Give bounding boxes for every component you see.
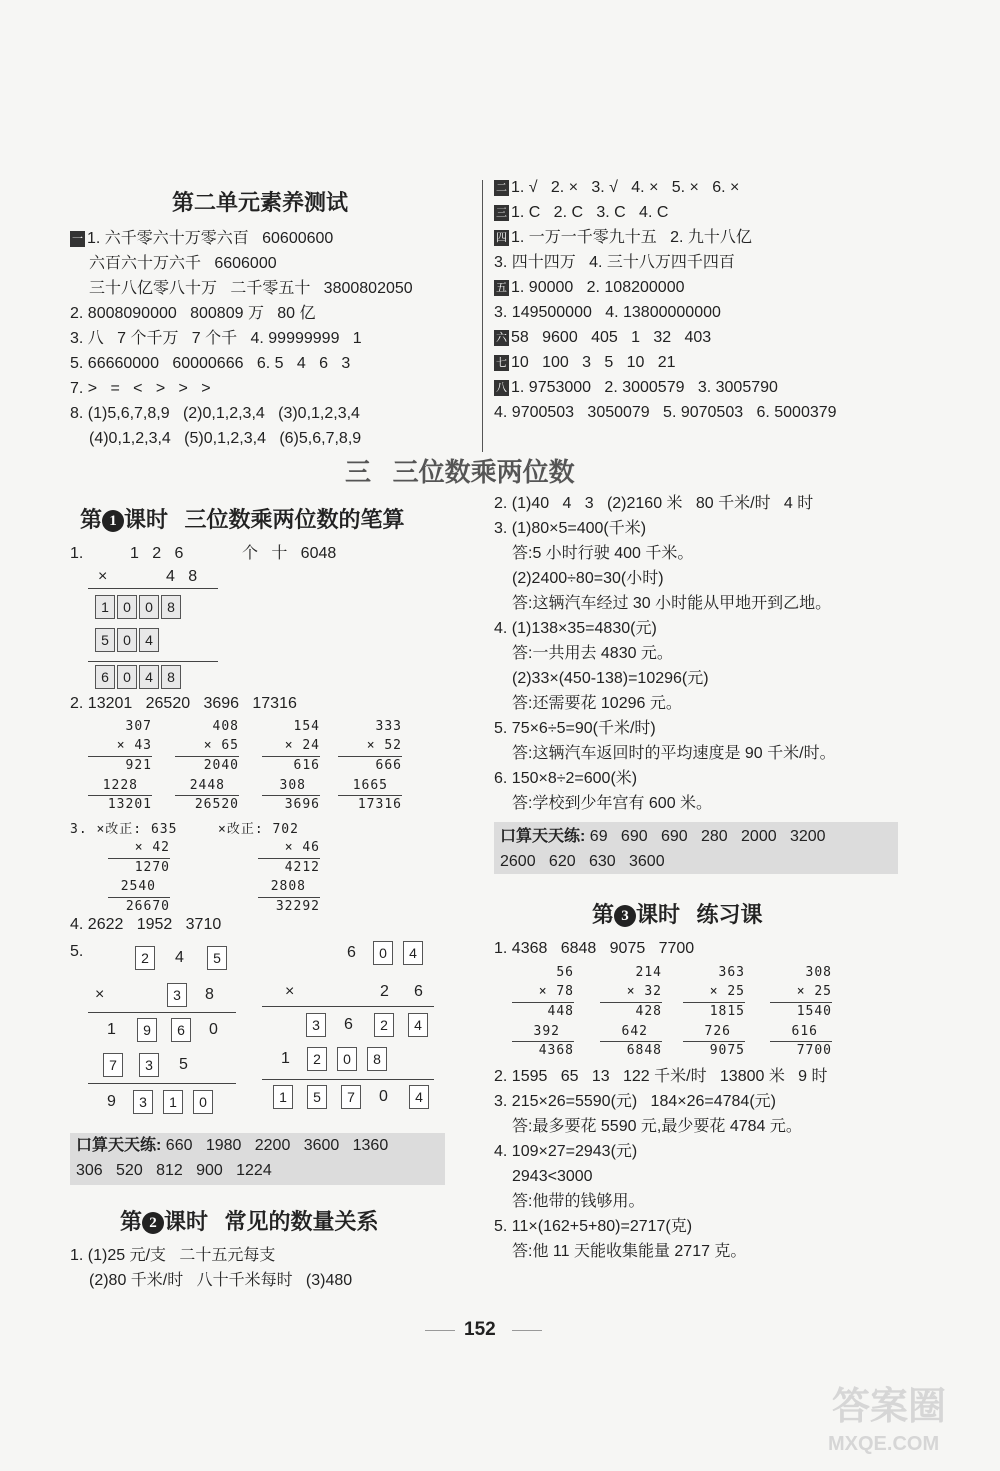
rule [683, 1002, 745, 1003]
column-divider [482, 180, 483, 452]
l1-q1-multiplicand: 1 2 6 [130, 545, 184, 562]
rule [88, 1083, 236, 1084]
rule [512, 1002, 574, 1003]
calc-row: 26520 [194, 797, 239, 812]
l3-line3: 3. 215×26=5590(元) 184×26=4784(元) [494, 1093, 776, 1110]
rule [262, 1079, 434, 1080]
l1-q5: 5. [70, 943, 84, 960]
l2-r13: 答:学校到少年宫有 600 米。 [512, 795, 713, 812]
digit: 2 [380, 983, 389, 1000]
l3-line1: 1. 4368 6848 9075 7700 [494, 940, 695, 957]
rule [262, 795, 320, 796]
digit-box: 4 [408, 1013, 428, 1037]
unit2-line4: 2. 8008090000 800809 万 80 亿 [70, 305, 316, 322]
rule [262, 1006, 434, 1007]
digit-box: 4 [403, 941, 423, 965]
calc-row: 2540 [120, 879, 156, 894]
calc-row: 2808 [270, 879, 306, 894]
vertical-calc [683, 964, 745, 1063]
digit-box: 0 [193, 1090, 213, 1114]
digit-box: 5 [207, 946, 227, 970]
digit-box: 2 [307, 1047, 327, 1071]
calc-row: 408 [212, 719, 239, 734]
digit-box: 8 [367, 1047, 387, 1071]
calc-row: 307 [125, 719, 152, 734]
digit: 8 [205, 986, 214, 1003]
l2-r6: 4. (1)138×35=4830(元) [494, 620, 657, 637]
calc-row: 921 [125, 758, 152, 773]
watermark-logo: 答案圈 [832, 1386, 947, 1428]
calc-row: 4368 [538, 1043, 574, 1058]
rule [600, 1002, 662, 1003]
calc-row: × 24 [284, 738, 320, 753]
rule [175, 795, 239, 796]
l2-line1: 1. (1)25 元/支 二十五元每支 [70, 1247, 276, 1264]
section-tag: 一 [72, 233, 83, 245]
l1-q1-label: 1. [70, 545, 84, 562]
rule [88, 661, 218, 662]
digit-box: 2 [135, 946, 155, 970]
digit-box: 4 [139, 665, 159, 689]
l2-r2: 3. (1)80×5=400(千米) [494, 520, 647, 537]
l3-line8: 5. 11×(162+5+80)=2717(克) [494, 1218, 693, 1235]
digit: 6 [344, 1016, 353, 1033]
rule [108, 858, 170, 859]
page-number: 152 [464, 1319, 496, 1340]
rule [88, 756, 152, 757]
l3-line6: 2943<3000 [512, 1168, 593, 1185]
calc-row: × 32 [626, 984, 662, 999]
times-sign: × [95, 986, 105, 1003]
digit-box: 3 [133, 1090, 153, 1114]
unit2-right-line6: 3. 149500000 4. 13800000000 [494, 304, 721, 321]
digit-box: 1 [273, 1085, 293, 1109]
unit2-right-line7: 六 58 9600 405 1 32 403 [496, 329, 712, 346]
calc-row: 642 [621, 1024, 648, 1039]
l3-line7: 答:他带的钱够用。 [512, 1193, 645, 1210]
calc-row: 1228 [102, 778, 138, 793]
lesson3-title: 第 3 课时 练习课 [592, 902, 763, 927]
digit-box: 3 [167, 983, 187, 1007]
calc-row: 333 [375, 719, 402, 734]
calc-row: 9075 [709, 1043, 745, 1058]
unit3-title: 三 三位数乘两位数 [345, 457, 575, 487]
calc-row: 1540 [796, 1004, 832, 1019]
lesson-number-badge: 2 [142, 1212, 164, 1234]
digit-box: 9 [137, 1018, 157, 1042]
unit2-right-line8: 七 10 100 3 5 10 21 [496, 354, 676, 371]
l1-q1-answer: 个 十 6048 [242, 545, 337, 562]
digit-box: 2 [374, 1013, 394, 1037]
digit: 0 [379, 1088, 388, 1105]
rule [175, 756, 239, 757]
digit-box: 4 [409, 1085, 429, 1109]
unit2-line1: 一 1. 六千零六十万零六百 60600600 [72, 230, 334, 247]
calc-row: 1815 [709, 1004, 745, 1019]
l2-r1: 2. (1)40 4 3 (2)2160 米 80 千米/时 4 时 [494, 495, 814, 512]
l2-r10: 5. 75×6÷5=90(千米/时) [494, 720, 656, 737]
lesson-number-badge: 1 [102, 510, 124, 532]
l3-line2: 2. 1595 65 13 122 千米/时 13800 米 9 时 [494, 1068, 828, 1085]
l3-line5: 4. 109×27=2943(元) [494, 1143, 638, 1160]
rule [262, 756, 320, 757]
digit-box: 5 [307, 1085, 327, 1109]
calc-row: × 42 [134, 840, 170, 855]
rule [683, 1041, 745, 1042]
lesson-number-badge: 3 [614, 905, 636, 927]
calc-row: 392 [533, 1024, 560, 1039]
vertical-calc [770, 964, 832, 1063]
rule [108, 897, 170, 898]
l3-line9: 答:他 11 天能收集能量 2717 克。 [512, 1243, 747, 1260]
times-sign: × [285, 983, 295, 1000]
rule [512, 1330, 542, 1331]
digit-box: 0 [373, 941, 393, 965]
calc-row: × 25 [796, 984, 832, 999]
rule [338, 795, 402, 796]
digit-box: 3 [139, 1053, 159, 1077]
digit-box: 8 [161, 595, 181, 619]
vertical-calc [512, 964, 574, 1063]
calc-row: 428 [635, 1004, 662, 1019]
digit-box: 7 [341, 1085, 361, 1109]
calc-row: 616 [791, 1024, 818, 1039]
l2-line2: (2)80 千米/时 八十千米每时 (3)480 [89, 1272, 353, 1289]
l3-line4: 答:最多要花 5590 元,最少要花 4784 元。 [512, 1118, 802, 1135]
l1-oral1: 口算天天练: 660 1980 2200 3600 1360 [76, 1137, 389, 1154]
calc-row: × 43 [116, 738, 152, 753]
digit: 4 [175, 949, 184, 966]
l2-oral2: 2600 620 630 3600 [500, 853, 665, 870]
calc-row: 154 [293, 719, 320, 734]
calc-row: × 25 [709, 984, 745, 999]
digit: 0 [209, 1021, 218, 1038]
digit: 5 [179, 1056, 188, 1073]
unit2-right-line10: 4. 9700503 3050079 5. 9070503 6. 5000379 [494, 404, 837, 421]
digit-box: 4 [139, 628, 159, 652]
calc-row: × 65 [203, 738, 239, 753]
unit2-line5: 3. 八 7 个千万 7 个千 4. 99999999 1 [70, 330, 362, 347]
calc-row: 2448 [189, 778, 225, 793]
l1-oral2: 306 520 812 900 1224 [76, 1162, 272, 1179]
calc-row: 56 [556, 965, 574, 980]
calc-row: × 78 [538, 984, 574, 999]
l2-r5: 答:这辆汽车经过 30 小时能从甲地开到乙地。 [512, 595, 832, 612]
unit2-right-line2: 三 1. C 2. C 3. C 4. C [496, 204, 669, 221]
digit-box: 1 [163, 1090, 183, 1114]
l1-q2: 2. 13201 26520 3696 17316 [70, 695, 297, 712]
l2-r11: 答:这辆汽车返回时的平均速度是 90 千米/时。 [512, 745, 836, 762]
calc-row: × 46 [284, 840, 320, 855]
l1-q4: 4. 2622 1952 3710 [70, 916, 222, 933]
calc-row: 1665 [352, 778, 388, 793]
digit-box: 0 [337, 1047, 357, 1071]
calc-row: 726 [704, 1024, 731, 1039]
unit2-line7: 7. > = < > > > [70, 380, 211, 397]
rule [88, 795, 152, 796]
l2-r12: 6. 150×8÷2=600(米) [494, 770, 638, 787]
calc-row: 32292 [275, 899, 320, 914]
digit: 6 [414, 983, 423, 1000]
l2-oral1: 口算天天练: 69 690 690 280 2000 3200 [500, 828, 826, 845]
rule [258, 897, 320, 898]
digit-box: 3 [306, 1013, 326, 1037]
l2-r4: (2)2400÷80=30(小时) [512, 570, 664, 587]
unit2-right-line5: 五 1. 90000 2. 108200000 [496, 279, 685, 296]
calc-row: 666 [375, 758, 402, 773]
l1-q1-times: × [98, 568, 108, 585]
unit2-right-line1: 二 1. √ 2. × 3. √ 4. × 5. × 6. × [496, 179, 740, 196]
digit-box: 6 [95, 665, 115, 689]
l2-r8: (2)33×(450-138)=10296(元) [512, 670, 709, 687]
lesson2-title: 第 2 课时 常见的数量关系 [120, 1209, 379, 1234]
unit2-right-line9: 八 1. 9753000 2. 3000579 3. 3005790 [496, 379, 778, 396]
l1-q1-multiplier: 4 8 [166, 568, 198, 585]
rule [512, 1041, 574, 1042]
rule [425, 1330, 455, 1331]
rule [600, 1041, 662, 1042]
rule [770, 1041, 832, 1042]
unit2-title: 第二单元素养测试 [172, 190, 349, 215]
rule [338, 756, 402, 757]
digit: 1 [281, 1050, 290, 1067]
rule [258, 858, 320, 859]
digit-box: 5 [95, 628, 115, 652]
digit: 1 [107, 1021, 116, 1038]
watermark-url: MXQE.COM [828, 1433, 940, 1455]
lesson1-title: 第 1 课时 三位数乘两位数的笔算 [80, 507, 405, 532]
unit2-right-line4: 3. 四十四万 4. 三十八万四千四百 [494, 254, 735, 271]
calc-row: 26670 [125, 899, 170, 914]
vertical-calc [338, 718, 402, 817]
digit-box: 0 [117, 595, 137, 619]
calc-row: 448 [547, 1004, 574, 1019]
unit2-line6: 5. 66660000 60000666 6. 5 4 6 3 [70, 355, 351, 372]
digit-box: 1 [95, 595, 115, 619]
digit-box: 0 [139, 595, 159, 619]
calc-row: 2040 [203, 758, 239, 773]
digit-box: 8 [161, 665, 181, 689]
calc-row: 308 [805, 965, 832, 980]
digit: 9 [107, 1093, 116, 1110]
calc-row: × 52 [366, 738, 402, 753]
calc-row: 13201 [107, 797, 152, 812]
vertical-calc [600, 964, 662, 1063]
l2-r9: 答:还需要花 10296 元。 [512, 695, 682, 712]
calc-row: 4212 [284, 860, 320, 875]
digit-box: 6 [171, 1018, 191, 1042]
vertical-calc [88, 718, 152, 817]
calc-row: 1270 [134, 860, 170, 875]
calc-row: 308 [279, 778, 306, 793]
calc-row: 6848 [626, 1043, 662, 1058]
calc-row: 17316 [357, 797, 402, 812]
l1-q3b: ×改正: 702 [218, 822, 299, 837]
digit: 6 [347, 944, 356, 961]
l1-q3a: 3. ×改正: 635 [70, 822, 178, 837]
unit2-line3: 三十八亿零八十万 二千零五十 3800802050 [89, 280, 413, 297]
unit2-line8: 8. (1)5,6,7,8,9 (2)0,1,2,3,4 (3)0,1,2,3,4 [70, 405, 360, 422]
unit2-line2: 六百六十万六千 6606000 [89, 255, 277, 272]
digit-box: 0 [117, 628, 137, 652]
vertical-calc [262, 718, 320, 817]
rule [88, 1012, 236, 1013]
unit2-line9: (4)0,1,2,3,4 (5)0,1,2,3,4 (6)5,6,7,8,9 [89, 430, 362, 447]
l2-r3: 答:5 小时行驶 400 千米。 [512, 545, 694, 562]
rule [770, 1002, 832, 1003]
digit-box: 0 [117, 665, 137, 689]
calc-row: 363 [718, 965, 745, 980]
digit-box: 7 [103, 1053, 123, 1077]
vertical-calc [175, 718, 239, 817]
calc-row: 3696 [284, 797, 320, 812]
rule [88, 588, 218, 589]
l2-r7: 答:一共用去 4830 元。 [512, 645, 673, 662]
calc-row: 214 [635, 965, 662, 980]
calc-row: 7700 [796, 1043, 832, 1058]
calc-row: 616 [293, 758, 320, 773]
unit2-right-line3: 四 1. 一万一千零九十五 2. 九十八亿 [496, 229, 752, 246]
